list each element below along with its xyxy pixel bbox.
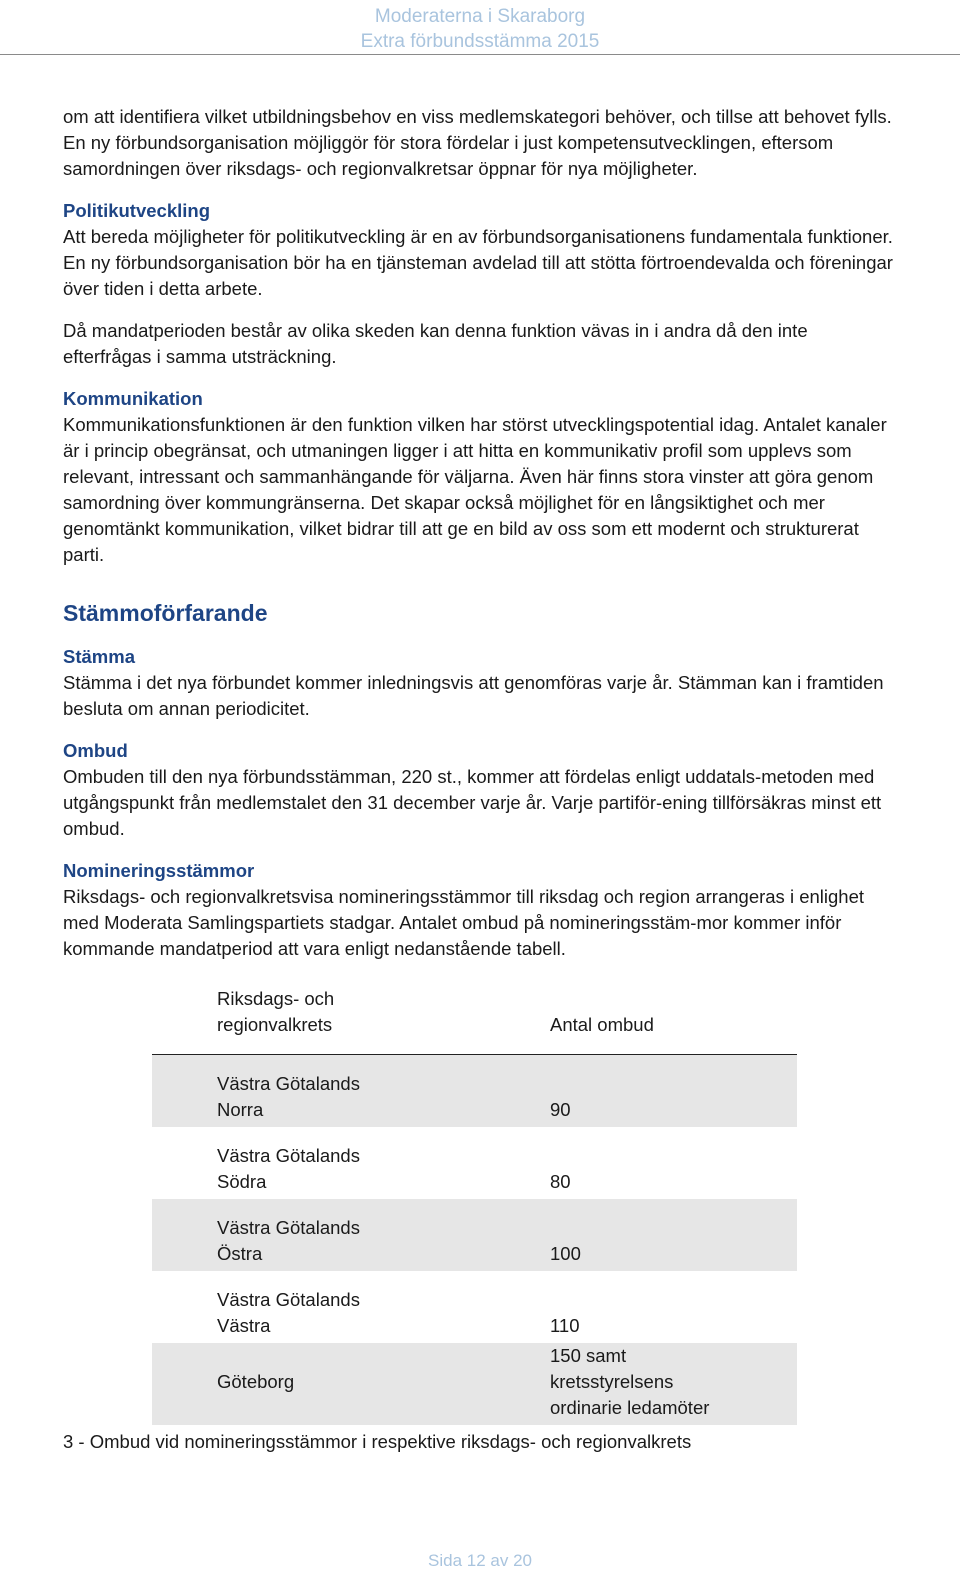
nomineringsstammor-paragraph: Riksdags- och regionvalkretsvisa nomineringsstämmor till riksdag och region arrangeras i enlighet med Moderata Samlingspartiets stadgar. Antalet ombud på nomineringsstäm-mor kommer inför kommande mandatperiod att vara enligt nedanstående tabell. [63,886,865,959]
table-row [152,1343,797,1425]
ombud-heading: Ombud [63,740,128,761]
cell-antal-ombud: 90 [550,1055,797,1128]
table-row [152,1055,797,1128]
header-org: Moderaterna i Skaraborg [374,6,586,27]
cell-antal-ombud: 100 [550,1199,797,1271]
politikutveckling-paragraph-1: Att bereda möjligheter för politikutveckling är en av förbundsorganisationens fundamentala funktioner. En ny förbundsorganisation bör ha en tjänsteman avdelad till att stötta förtroendevalda och föreningar över tiden i detta arbete. [63,226,893,299]
cell-valkrets: Göteborg [152,1343,550,1425]
table-caption: 3 - Ombud vid nomineringsstämmor i respektive riksdags- och regionvalkrets [63,1431,692,1452]
table-row [152,1271,797,1343]
politikutveckling-paragraph-2: Då mandatperioden består av olika skeden kan denna funktion vävas in i andra då den inte efterfrågas i samma utsträckning. [63,320,808,367]
section-heading-stammoforfarande: Stämmoförfarande [63,600,268,626]
stamma-paragraph: Stämma i det nya förbundet kommer inledningsvis att genomföras varje år. Stämman kan i framtiden besluta om annan periodicitet. [63,672,884,719]
ombud-paragraph: Ombuden till den nya förbundsstämman, 220 st., kommer att fördelas enligt uddatals-metoden med utgångspunkt från medlemstalet den 31 december varje år. Varje partiför-ening tillförsäkras minst ett ombud. [63,766,882,839]
col-header-antal-ombud: Antal ombud [550,986,797,1055]
document-body [63,104,893,1455]
cell-valkrets: Västra Götalands Östra [152,1199,550,1271]
table-row [152,1199,797,1271]
kommunikation-heading: Kommunikation [63,388,203,409]
nomineringsstammor-heading: Nomineringsstämmor [63,860,255,881]
cell-antal-ombud: 110 [550,1315,580,1336]
politikutveckling-heading: Politikutveckling [63,200,211,221]
intro-paragraph: om att identifiera vilket utbildningsbehov en viss medlemskategori behöver, och tillse att behovet fylls. En ny förbundsorganisation möjliggör för stora fördelar i just kompetensutvecklingen, eftersom samordningen över riksdags- och regionvalkretsar öppnar för nya möjligheter. [63,106,892,179]
col-header-valkrets: Riksdags- och regionvalkrets [152,986,550,1055]
page-number: Sida 12 av 20 [428,1551,532,1570]
cell-valkrets: Västra Götalands Västra [217,1289,360,1336]
header-event: Extra förbundsstämma 2015 [360,31,600,52]
table-row [152,1127,797,1199]
cell-valkrets: Västra Götalands Södra [217,1145,360,1192]
cell-valkrets: Västra Götalands Norra [152,1055,550,1128]
table-header-row [152,986,797,1055]
page-header [0,4,960,54]
kommunikation-paragraph: Kommunikationsfunktionen är den funktion vilken har störst utvecklingspotential idag. Antalet kanaler är i princip obegränsat, och utmaningen ligger i att hitta en kommunikativ profil som upplevs som relevant, intressant och sammanhängande för väljarna. Även här finns stora vinster att göra genom samordning över kommungränserna. Det skapar också möjlighet för en långsiktighet och mer genomtänkt kommunikation, vilket bidrar till att ge en bild av oss som ett modernt och strukturerat parti. [63,414,887,565]
ombud-table [152,986,797,1425]
cell-antal-ombud: 80 [550,1171,571,1192]
cell-antal-ombud: 150 samt kretsstyrelsens ordinarie ledamöter [550,1343,797,1425]
stamma-heading: Stämma [63,646,135,667]
header-rule [0,54,960,55]
